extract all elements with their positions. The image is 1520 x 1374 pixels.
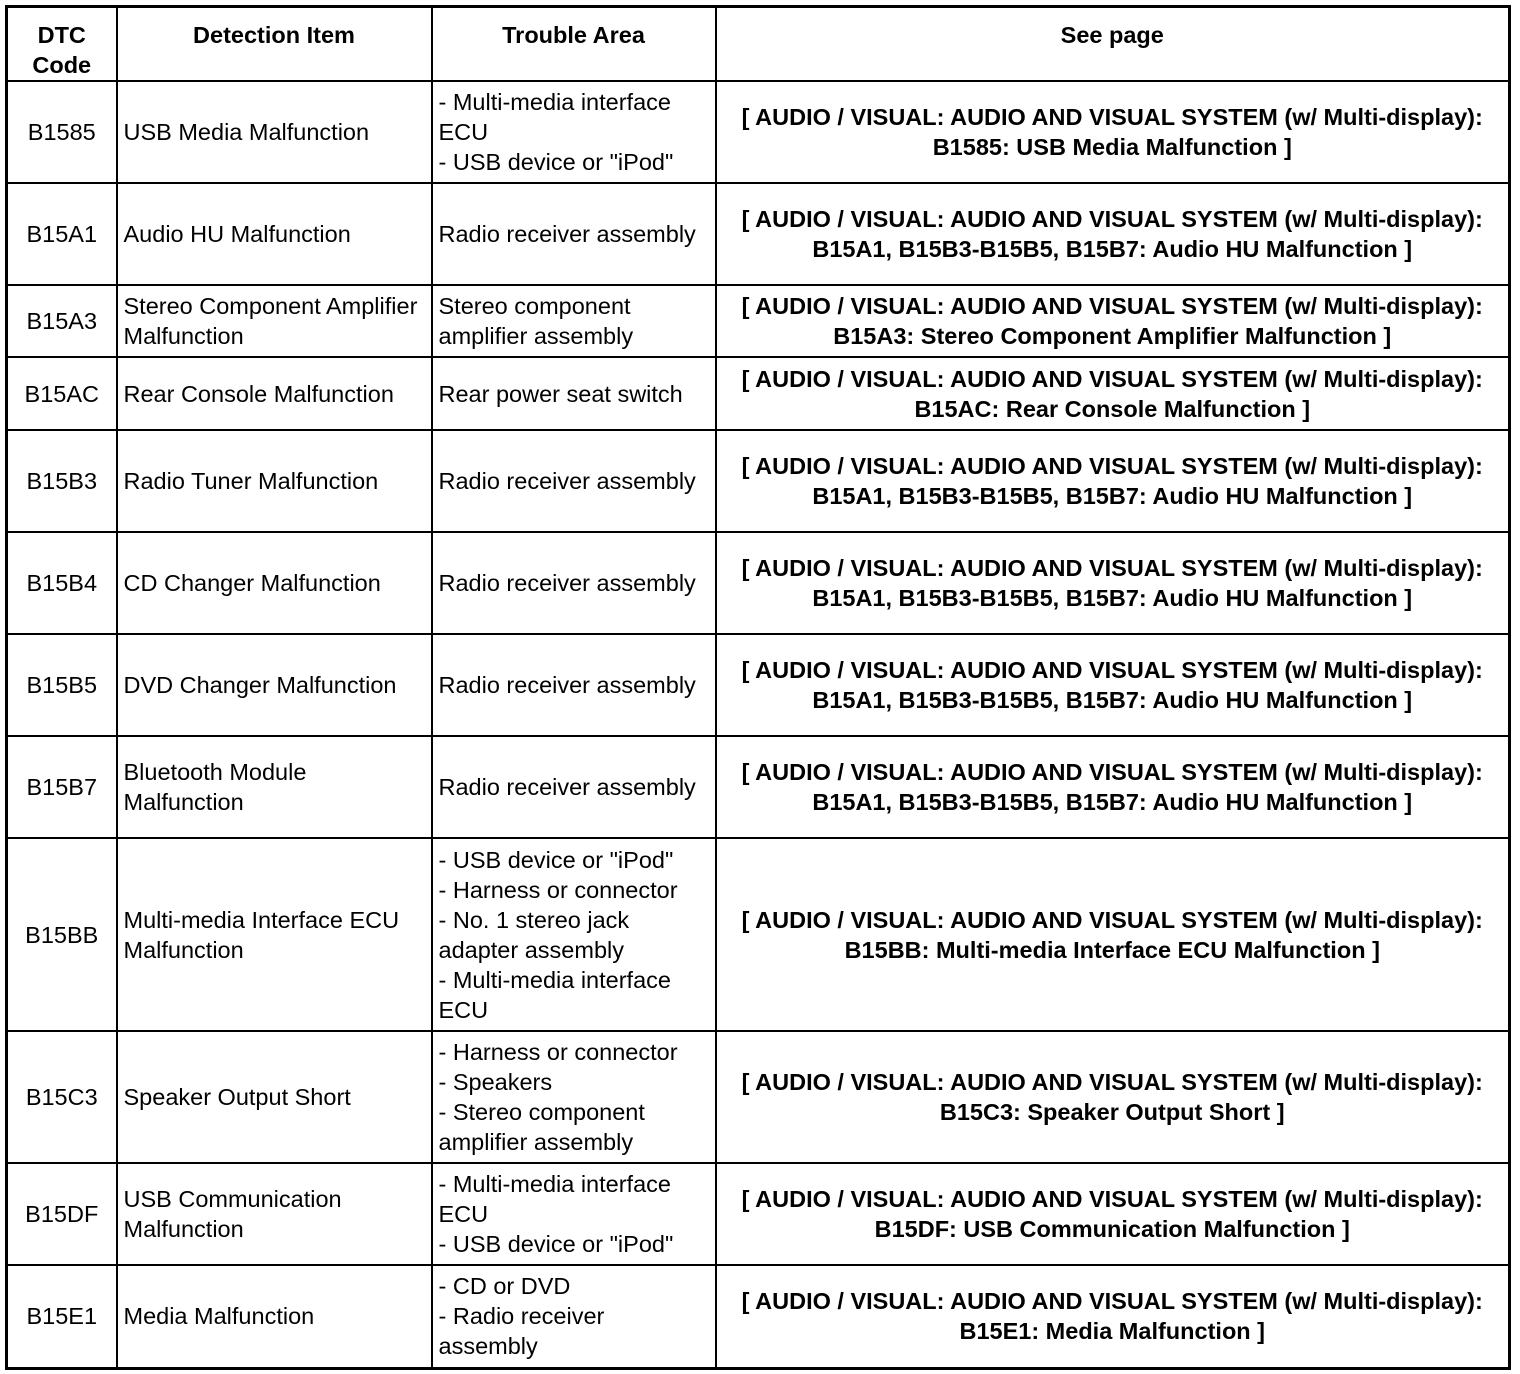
header-see-page: See page xyxy=(716,7,1510,82)
detection-item-cell: USB Media Malfunction xyxy=(117,81,432,183)
detection-item-cell: DVD Changer Malfunction xyxy=(117,634,432,736)
table-row xyxy=(7,357,1510,430)
header-trouble-area: Trouble Area xyxy=(432,7,716,82)
detection-item-cell: Rear Console Malfunction xyxy=(117,357,432,430)
detection-item-cell: Media Malfunction xyxy=(117,1265,432,1368)
trouble-area-cell xyxy=(432,634,716,736)
dtc-code-cell: B15C3 xyxy=(7,1031,117,1163)
table-row xyxy=(7,838,1510,1031)
see-page-link[interactable]: [ AUDIO / VISUAL: AUDIO AND VISUAL SYSTEM (w/ Multi-display): B15DF: USB Communication Malfunction ] xyxy=(716,1163,1510,1265)
see-page-link[interactable]: [ AUDIO / VISUAL: AUDIO AND VISUAL SYSTEM (w/ Multi-display): B15AC: Rear Console Malfunction ] xyxy=(716,357,1510,430)
trouble-area-line: - Radio receiver assembly xyxy=(438,1303,605,1360)
see-page-link[interactable]: [ AUDIO / VISUAL: AUDIO AND VISUAL SYSTEM (w/ Multi-display): B15C3: Speaker Output Short ] xyxy=(716,1031,1510,1163)
trouble-area-line: Rear power seat switch xyxy=(438,380,683,407)
trouble-area-cell xyxy=(432,1031,716,1163)
table-row xyxy=(7,1031,1510,1163)
trouble-area-line: Radio receiver assembly xyxy=(438,672,696,698)
dtc-code-cell: B15A1 xyxy=(7,183,117,285)
trouble-area-line: Radio receiver assembly xyxy=(438,468,696,494)
table-row xyxy=(7,285,1510,357)
dtc-code-cell: B1585 xyxy=(7,81,117,183)
header-dtc-code-line2: Code xyxy=(32,52,92,78)
trouble-area-cell xyxy=(432,1163,716,1265)
detection-item-cell: Audio HU Malfunction xyxy=(117,183,432,285)
dtc-code-cell: B15A3 xyxy=(7,285,117,357)
see-page-link[interactable]: [ AUDIO / VISUAL: AUDIO AND VISUAL SYSTEM (w/ Multi-display): B15A1, B15B3-B15B5, B15B7: Audio HU Malfunction ] xyxy=(716,532,1510,634)
trouble-area-line: - USB device or "iPod" xyxy=(438,846,674,873)
table-row xyxy=(7,1163,1510,1265)
see-page-link[interactable]: [ AUDIO / VISUAL: AUDIO AND VISUAL SYSTEM (w/ Multi-display): B15A1, B15B3-B15B5, B15B7: Audio HU Malfunction ] xyxy=(716,430,1510,532)
see-page-link[interactable]: [ AUDIO / VISUAL: AUDIO AND VISUAL SYSTEM (w/ Multi-display): B1585: USB Media Malfunction ] xyxy=(716,81,1510,183)
see-page-link[interactable]: [ AUDIO / VISUAL: AUDIO AND VISUAL SYSTEM (w/ Multi-display): B15A1, B15B3-B15B5, B15B7: Audio HU Malfunction ] xyxy=(716,736,1510,838)
dtc-code-cell: B15B5 xyxy=(7,634,117,736)
trouble-area-cell xyxy=(432,1265,716,1368)
see-page-link[interactable]: [ AUDIO / VISUAL: AUDIO AND VISUAL SYSTEM (w/ Multi-display): B15A1, B15B3-B15B5, B15B7: Audio HU Malfunction ] xyxy=(716,183,1510,285)
trouble-area-cell xyxy=(432,532,716,634)
header-dtc-code-line1: DTC xyxy=(37,22,86,48)
table-row xyxy=(7,1265,1510,1368)
trouble-area-cell xyxy=(432,81,716,183)
detection-item-cell: Radio Tuner Malfunction xyxy=(117,430,432,532)
dtc-table xyxy=(5,5,1511,1370)
trouble-area-line: - Multi-media interface ECU xyxy=(438,1171,671,1227)
table-row xyxy=(7,430,1510,532)
detection-item-cell: USB Communication Malfunction xyxy=(117,1163,432,1265)
detection-item-cell: Speaker Output Short xyxy=(117,1031,432,1163)
trouble-area-line: - Multi-media interface ECU xyxy=(438,966,671,1023)
trouble-area-line: - Stereo component amplifier assembly xyxy=(438,1099,645,1155)
dtc-code-cell: B15B7 xyxy=(7,736,117,838)
header-dtc-code xyxy=(7,7,117,82)
trouble-area-line: Stereo component amplifier assembly xyxy=(438,293,634,349)
table-row xyxy=(7,81,1510,183)
dtc-code-cell: B15E1 xyxy=(7,1265,117,1368)
trouble-area-line: - USB device or "iPod" xyxy=(438,1231,674,1257)
trouble-area-line: Radio receiver assembly xyxy=(438,774,696,800)
trouble-area-line: - USB device or "iPod" xyxy=(438,149,674,175)
table-body xyxy=(7,81,1510,1368)
trouble-area-cell xyxy=(432,430,716,532)
dtc-code-cell: B15DF xyxy=(7,1163,117,1265)
trouble-area-cell xyxy=(432,357,716,430)
trouble-area-line: - Harness or connector xyxy=(438,1039,678,1065)
detection-item-cell: Multi-media Interface ECU Malfunction xyxy=(117,838,432,1031)
detection-item-cell: Stereo Component Amplifier Malfunction xyxy=(117,285,432,357)
detection-item-cell: CD Changer Malfunction xyxy=(117,532,432,634)
see-page-link[interactable]: [ AUDIO / VISUAL: AUDIO AND VISUAL SYSTEM (w/ Multi-display): B15A3: Stereo Component Amplifier Malfunction ] xyxy=(716,285,1510,357)
header-row xyxy=(7,7,1510,82)
detection-item-cell: Bluetooth Module Malfunction xyxy=(117,736,432,838)
table-row xyxy=(7,183,1510,285)
dtc-code-cell: B15BB xyxy=(7,838,117,1031)
trouble-area-cell xyxy=(432,736,716,838)
table-row xyxy=(7,634,1510,736)
trouble-area-line: - Harness or connector xyxy=(438,876,678,903)
dtc-code-cell: B15B4 xyxy=(7,532,117,634)
trouble-area-line: - CD or DVD xyxy=(438,1273,571,1300)
trouble-area-cell xyxy=(432,183,716,285)
trouble-area-line: Radio receiver assembly xyxy=(438,221,696,247)
trouble-area-line: - Speakers xyxy=(438,1069,553,1095)
table-row xyxy=(7,736,1510,838)
table-row xyxy=(7,532,1510,634)
dtc-code-cell: B15B3 xyxy=(7,430,117,532)
see-page-link[interactable]: [ AUDIO / VISUAL: AUDIO AND VISUAL SYSTEM (w/ Multi-display): B15E1: Media Malfunction ] xyxy=(716,1265,1510,1368)
trouble-area-line: - Multi-media interface ECU xyxy=(438,89,671,145)
trouble-area-line: Radio receiver assembly xyxy=(438,570,696,596)
trouble-area-line: - No. 1 stereo jack adapter assembly xyxy=(438,906,630,963)
dtc-code-cell: B15AC xyxy=(7,357,117,430)
header-detection-item: Detection Item xyxy=(117,7,432,82)
trouble-area-cell xyxy=(432,838,716,1031)
trouble-area-cell xyxy=(432,285,716,357)
see-page-link[interactable]: [ AUDIO / VISUAL: AUDIO AND VISUAL SYSTEM (w/ Multi-display): B15A1, B15B3-B15B5, B15B7: Audio HU Malfunction ] xyxy=(716,634,1510,736)
see-page-link[interactable]: [ AUDIO / VISUAL: AUDIO AND VISUAL SYSTEM (w/ Multi-display): B15BB: Multi-media Interface ECU Malfunction ] xyxy=(716,838,1510,1031)
